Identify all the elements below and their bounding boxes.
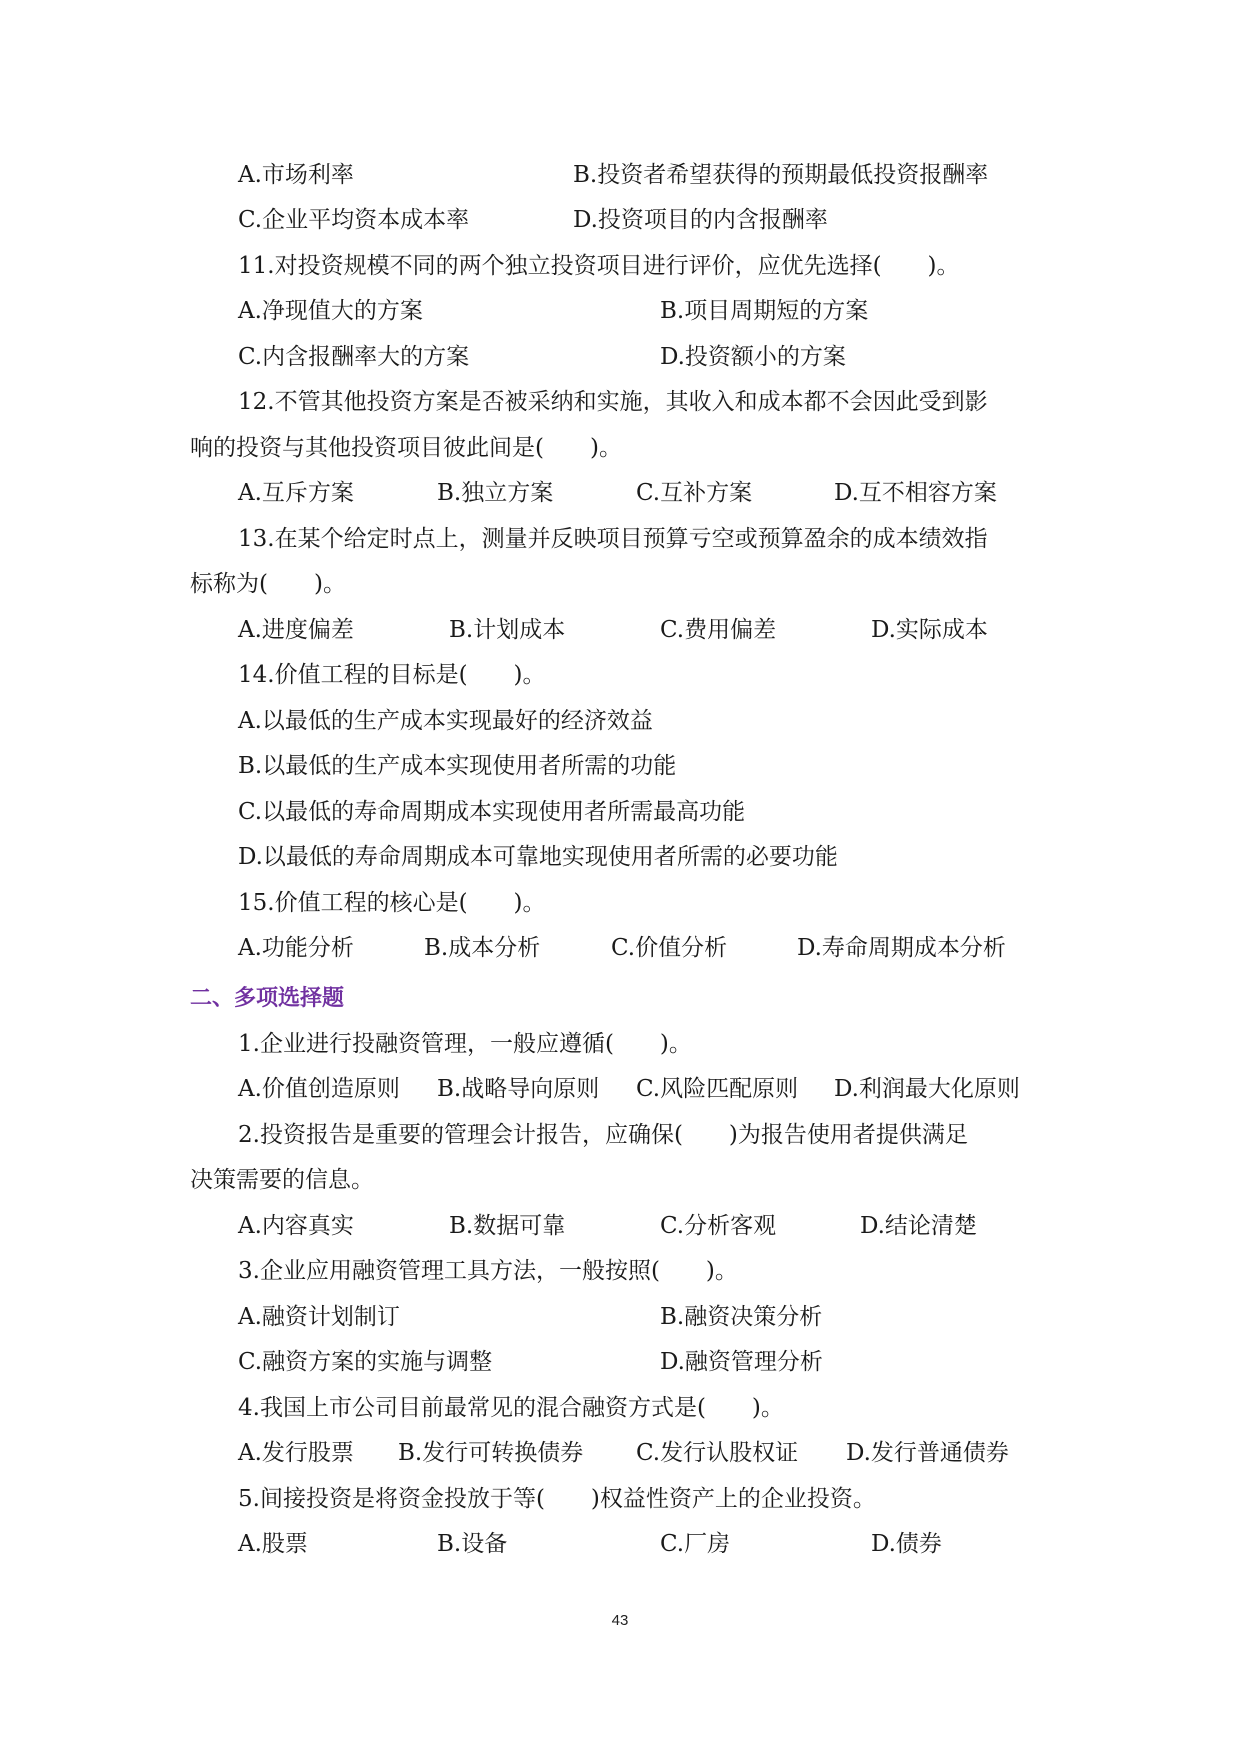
q12-stem-text-1: 12.不管其他投资方案是否被采纳和实施，其收入和成本都不会因此受到影 (238, 389, 988, 415)
q15-option-a: A.功能分析 (238, 935, 354, 961)
q12-stem-text-2: 响的投资与其他投资项目彼此间是( )。 (190, 435, 622, 461)
m5-option-a: A.股票 (238, 1531, 308, 1557)
q12-option-d: D.互不相容方案 (834, 480, 997, 506)
q11-option-b: B.项目周期短的方案 (660, 298, 869, 324)
q14-stem-text: 14.价值工程的目标是( )。 (238, 662, 546, 688)
q11-option-a: A.净现值大的方案 (238, 298, 423, 324)
q13-stem-text-1: 13.在某个给定时点上，测量并反映项目预算亏空或预算盈余的成本绩效指 (238, 526, 988, 552)
m5-option-c: C.厂房 (660, 1531, 731, 1557)
m2-option-c: C.分析客观 (660, 1213, 777, 1239)
section-heading-multiple-choice: 二、多项选择题 (190, 986, 345, 1011)
m2-stem-text-1: 2.投资报告是重要的管理会计报告，应确保( )为报告使用者提供满足 (238, 1122, 968, 1148)
m4-option-a: A.发行股票 (238, 1440, 354, 1466)
q14-option-b-text: B.以最低的生产成本实现使用者所需的功能 (238, 753, 677, 779)
q10-option-b: B.投资者希望获得的预期最低投资报酬率 (573, 162, 989, 188)
m4-option-c: C.发行认股权证 (636, 1440, 799, 1466)
q11-stem-text: 11.对投资规模不同的两个独立投资项目进行评价，应优先选择( )。 (238, 253, 960, 279)
m4-option-b: B.发行可转换债券 (398, 1440, 584, 1466)
q13-option-a: A.进度偏差 (238, 617, 354, 643)
m3-option-c: C.融资方案的实施与调整 (238, 1349, 493, 1375)
q14-option-c-text: C.以最低的寿命周期成本实现使用者所需最高功能 (238, 799, 746, 825)
q12-option-c: C.互补方案 (636, 480, 753, 506)
m5-stem-text: 5.间接投资是将资金投放于等( )权益性资产上的企业投资。 (238, 1486, 876, 1512)
q13-option-b: B.计划成本 (449, 617, 566, 643)
m1-option-b: B.战略导向原则 (437, 1076, 600, 1102)
m5-option-d: D.债券 (871, 1531, 942, 1557)
m4-stem-text: 4.我国上市公司目前最常见的混合融资方式是( )。 (238, 1395, 784, 1421)
q13-option-d: D.实际成本 (871, 617, 988, 643)
m3-stem-text: 3.企业应用融资管理工具方法，一般按照( )。 (238, 1258, 738, 1284)
m2-option-d: D.结论清楚 (860, 1213, 977, 1239)
q10-option-a: A.市场利率 (238, 162, 354, 188)
q15-option-c: C.价值分析 (611, 935, 728, 961)
q13-option-c: C.费用偏差 (660, 617, 777, 643)
q14-option-a-text: A.以最低的生产成本实现最好的经济效益 (238, 708, 653, 734)
m1-option-a: A.价值创造原则 (238, 1076, 400, 1102)
m3-option-d: D.融资管理分析 (660, 1349, 823, 1375)
m3-option-b: B.融资决策分析 (660, 1304, 823, 1330)
m3-option-a: A.融资计划制订 (238, 1304, 400, 1330)
q11-option-c: C.内含报酬率大的方案 (238, 344, 470, 370)
q12-option-a: A.互斥方案 (238, 480, 354, 506)
q15-stem-text: 15.价值工程的核心是( )。 (238, 890, 546, 916)
q14-option-d-text: D.以最低的寿命周期成本可靠地实现使用者所需的必要功能 (238, 844, 838, 870)
q10-option-c: C.企业平均资本成本率 (238, 207, 470, 233)
m2-option-b: B.数据可靠 (449, 1213, 566, 1239)
m4-option-d: D.发行普通债券 (846, 1440, 1009, 1466)
q13-stem-text-2: 标称为( )。 (190, 571, 346, 597)
m1-stem-text: 1.企业进行投融资管理，一般应遵循( )。 (238, 1031, 692, 1057)
q15-option-b: B.成本分析 (424, 935, 541, 961)
page-number: 43 (611, 1612, 629, 1629)
m1-option-c: C.风险匹配原则 (636, 1076, 799, 1102)
q12-option-b: B.独立方案 (437, 480, 554, 506)
q11-option-d: D.投资额小的方案 (660, 344, 846, 370)
m5-option-b: B.设备 (437, 1531, 508, 1557)
q15-option-d: D.寿命周期成本分析 (797, 935, 1006, 961)
m1-option-d: D.利润最大化原则 (834, 1076, 1020, 1102)
q10-option-d: D.投资项目的内含报酬率 (573, 207, 828, 233)
m2-stem-text-2: 决策需要的信息。 (190, 1167, 374, 1193)
m2-option-a: A.内容真实 (238, 1213, 354, 1239)
